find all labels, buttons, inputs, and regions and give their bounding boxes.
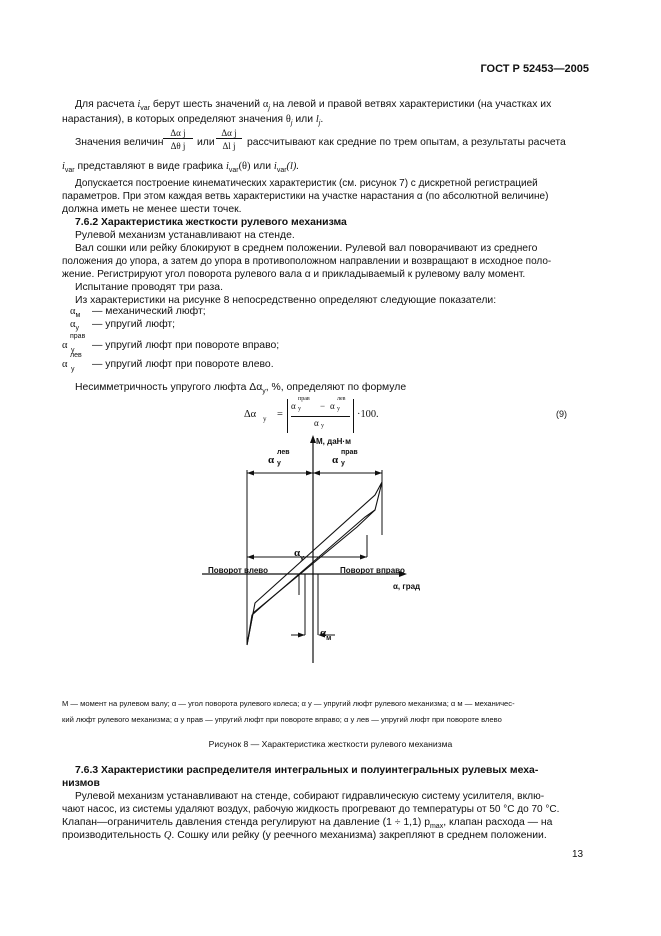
para-2-line-2: $i_{var}$ представляют в виде графика $i_{var}(\theta)$ или $i_{var}(l)$.: [62, 161, 299, 175]
doc-header: ГОСТ Р 52453—2005: [480, 63, 589, 75]
para-3-line-1: Допускается построение кинематических характеристик (см. рисунок 7) с дискретной регистрацией: [75, 178, 538, 189]
para-1-line-2: нарастания), в которых определяют значения $\theta_j$ или $l_j$.: [62, 114, 324, 128]
para-3-line-3: должна иметь не менее шести точек.: [62, 204, 242, 215]
loop-upper-branch: [247, 482, 382, 645]
alpha-m-label: $\alpha_м$: [320, 627, 332, 643]
def-alpha-y-lev: α лев у — упругий люфт при повороте влево.: [62, 352, 274, 373]
formula-9: Δα у = α прав у − α лев у α у ·100. (9): [244, 397, 589, 437]
section-763-title-line-2: низмов: [62, 778, 100, 789]
section-763-line-2: чают насос, из системы удаляют воздух, рабочую жидкость прогревают до температуры от 50 °С до 70 °С.: [62, 804, 560, 815]
x-axis-label: α, град: [393, 582, 421, 591]
section-762-title: 7.6.2 Характеристика жесткости рулевого механизма: [75, 217, 347, 228]
def-alpha-y: $\alpha_у$ — упругий люфт;: [70, 319, 176, 333]
alpha-prav-label: α прав у: [332, 449, 358, 467]
figure-caption: Рисунок 8 — Характеристика жесткости рулевого механизма: [208, 739, 453, 749]
para-3-line-2: параметров. При этом каждая ветвь характеристики на участке нарастания α (по абсолютной величине): [62, 191, 549, 202]
section-762-line-4: жение. Регистрируют угол поворота рулевого вала α и прикладываемый к рулевому валу момент.: [62, 269, 526, 280]
loop-lower-branch: [247, 510, 375, 645]
left-turn-label: Поворот влево: [208, 566, 268, 575]
section-763-line-1: Рулевой механизм устанавливают на стенде, собирают гидравлическую систему усилителя, вклю-: [75, 791, 545, 802]
section-762-line-2: Вал сошки или рейку блокируют в среднем положении. Рулевой вал поворачивают из среднего: [75, 243, 538, 254]
alpha-lev-label: α лев у: [268, 449, 290, 467]
legend-line-2: кий люфт рулевого механизма; α у прав — упругий люфт при повороте вправо; α у лев — упругий люфт при повороте влево: [62, 715, 502, 724]
para-1-line-1: Для расчета $i_{var}$ берут шесть значений $\alpha_j$ на левой и правой ветвях характеристики (на участках их: [75, 99, 552, 113]
legend-line-1: M — момент на рулевом валу; α — угол поворота рулевого колеса; α у — упругий люфт рулевого механизма; α м — механичес-: [62, 699, 515, 708]
def-alpha-y-prav: α прав у — упругий люфт при повороте вправо;: [62, 333, 280, 354]
section-763-line-3: Клапан—ограничитель давления стенда регулируют на давление (1 ÷ 1,1) $p_{max}$, клапан расхода — на: [62, 817, 553, 831]
section-762-line-3: положения до упора, а затем до упора в противоположном направлении и возвращают в исходное поло-: [62, 256, 552, 267]
section-763-title-line-1: 7.6.3 Характеристики распределителя интегральных и полуинтегральных рулевых меха-: [75, 765, 539, 776]
section-762-line-6: Из характеристики на рисунке 8 непосредственно определяют следующие показатели:: [75, 295, 497, 306]
page-number: 13: [572, 849, 584, 860]
section-762-line-5: Испытание проводят три раза.: [75, 282, 223, 293]
asym-line: Несимметричность упругого люфта $\Delta\alpha_у$, %, определяют по формуле: [75, 382, 407, 396]
y-axis-label: M, даН·м: [316, 437, 351, 446]
para-2-line-1: Значения величин Δα j Δθ j или Δα j Δl j рассчитывают как средние по трем опытам, а результаты расчета: [75, 128, 566, 151]
alpha-y-label: $\alpha_у$: [294, 547, 305, 563]
section-763-line-4: производительность Q. Сошку или рейку (у реечного механизма) закрепляют в среднем положении.: [62, 830, 547, 841]
figure-8: [195, 435, 435, 670]
right-turn-label: Поворот вправо: [340, 566, 405, 575]
def-alpha-m: $\alpha_м$ — механический люфт;: [70, 306, 206, 320]
section-762-line-1: Рулевой механизм устанавливают на стенде.: [75, 230, 295, 241]
